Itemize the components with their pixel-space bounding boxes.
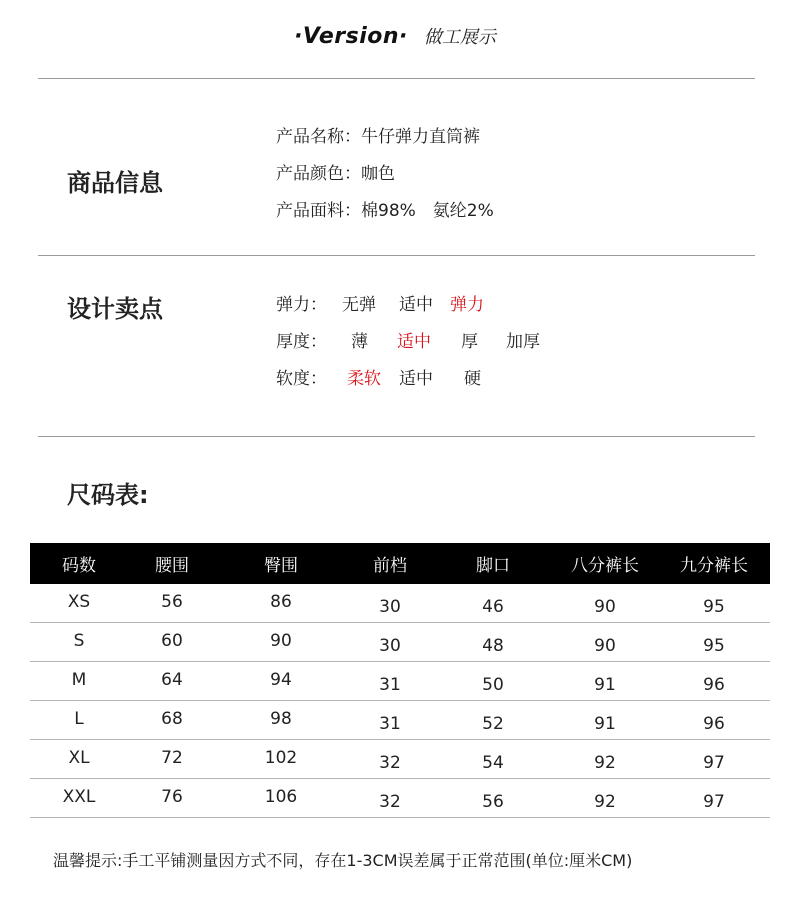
size-chart-table xyxy=(30,543,770,818)
table-cell: 92 xyxy=(552,779,658,818)
option-medium: 适中 xyxy=(399,369,433,389)
table-cell: 106 xyxy=(216,779,346,818)
table-cell: 86 xyxy=(216,584,346,623)
option-no-stretch: 无弹 xyxy=(342,295,376,315)
table-cell: 96 xyxy=(658,701,770,740)
section-title-product-info: 商品信息 xyxy=(67,169,163,197)
option-hard: 硬 xyxy=(464,369,481,389)
table-cell: 90 xyxy=(552,584,658,623)
info-value: 牛仔弹力直筒裤 xyxy=(361,127,480,147)
table-cell: 31 xyxy=(346,662,434,701)
header-subtitle: 做工展示 xyxy=(423,27,496,48)
table-cell: XXL xyxy=(30,779,128,818)
table-cell: XL xyxy=(30,740,128,779)
info-label: 产品名称： xyxy=(276,127,361,147)
table-cell: 95 xyxy=(658,623,770,662)
section-title-design: 设计卖点 xyxy=(67,295,163,323)
col-header: 八分裤长 xyxy=(552,543,658,584)
info-label: 产品颜色： xyxy=(276,164,361,184)
divider xyxy=(38,436,755,437)
option-medium: 适中 xyxy=(399,295,433,315)
table-row xyxy=(30,584,770,623)
section-title-size-chart: 尺码表: xyxy=(67,481,149,509)
table-cell: 52 xyxy=(434,701,552,740)
divider xyxy=(38,255,755,256)
table-cell: 48 xyxy=(434,623,552,662)
info-label: 产品面料： xyxy=(276,201,361,221)
table-cell: 94 xyxy=(216,662,346,701)
option-thick: 厚 xyxy=(461,332,478,352)
design-label: 软度： xyxy=(276,369,327,389)
table-cell: 90 xyxy=(552,623,658,662)
table-cell: 32 xyxy=(346,779,434,818)
design-label: 弹力： xyxy=(276,295,327,315)
table-cell: 90 xyxy=(216,623,346,662)
table-cell: 30 xyxy=(346,584,434,623)
col-header: 码数 xyxy=(30,543,128,584)
col-header: 九分裤长 xyxy=(658,543,770,584)
table-row xyxy=(30,779,770,818)
info-row-name xyxy=(276,119,494,156)
table-cell: L xyxy=(30,701,128,740)
table-cell: M xyxy=(30,662,128,701)
table-cell: 50 xyxy=(434,662,552,701)
product-info-list xyxy=(276,119,494,230)
measurement-note: 温馨提示:手工平铺测量因方式不同，存在1-3CM误差属于正常范围(单位:厘米CM) xyxy=(53,851,633,870)
page-header xyxy=(0,18,790,54)
table-cell: 102 xyxy=(216,740,346,779)
info-row-color xyxy=(276,156,494,193)
option-stretch-selected: 弹力 xyxy=(450,295,484,315)
table-cell: 30 xyxy=(346,623,434,662)
table-cell: 31 xyxy=(346,701,434,740)
table-cell: 91 xyxy=(552,701,658,740)
table-cell: 92 xyxy=(552,740,658,779)
table-cell: 64 xyxy=(128,662,216,701)
option-soft-selected: 柔软 xyxy=(347,369,381,389)
table-cell: S xyxy=(30,623,128,662)
table-cell: 46 xyxy=(434,584,552,623)
table-row xyxy=(30,662,770,701)
table-cell: 97 xyxy=(658,779,770,818)
table-cell: 95 xyxy=(658,584,770,623)
table-cell: 32 xyxy=(346,740,434,779)
table-cell: 54 xyxy=(434,740,552,779)
option-medium-selected: 适中 xyxy=(397,332,431,352)
table-cell: 56 xyxy=(434,779,552,818)
table-cell: 76 xyxy=(128,779,216,818)
option-extra-thick: 加厚 xyxy=(506,332,540,352)
table-cell: 72 xyxy=(128,740,216,779)
table-row xyxy=(30,740,770,779)
table-cell: 60 xyxy=(128,623,216,662)
table-cell: 98 xyxy=(216,701,346,740)
table-row xyxy=(30,623,770,662)
col-header: 脚口 xyxy=(434,543,552,584)
info-row-fabric xyxy=(276,193,494,230)
table-row xyxy=(30,701,770,740)
option-thin: 薄 xyxy=(351,332,368,352)
table-cell: 68 xyxy=(128,701,216,740)
design-label: 厚度： xyxy=(276,332,327,352)
col-header: 腰围 xyxy=(128,543,216,584)
table-cell: 97 xyxy=(658,740,770,779)
table-header-row xyxy=(30,543,770,584)
table-cell: XS xyxy=(30,584,128,623)
info-value: 咖色 xyxy=(361,164,395,184)
table-cell: 91 xyxy=(552,662,658,701)
col-header: 臀围 xyxy=(216,543,346,584)
info-value: 棉98% 氨纶2% xyxy=(361,201,494,221)
brand-title: ·Version· xyxy=(294,23,408,49)
table-cell: 96 xyxy=(658,662,770,701)
divider xyxy=(38,78,755,79)
table-cell: 56 xyxy=(128,584,216,623)
col-header: 前档 xyxy=(346,543,434,584)
